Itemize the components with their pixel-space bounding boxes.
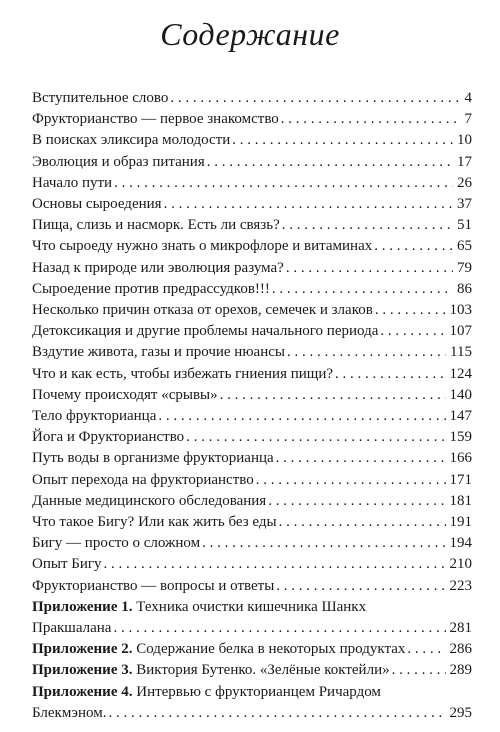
appendix-prefix: Приложение 3. [32,662,133,679]
leader-dots [186,427,445,448]
leader-dots [374,236,453,257]
leader-dots [279,512,446,533]
leader-dots [392,660,446,681]
leader-dots [207,152,453,173]
leader-dots [281,109,461,130]
toc-entry-page: 281 [449,620,472,637]
toc-entry[interactable] [32,109,472,130]
leader-dots [268,491,445,512]
leader-dots [158,406,445,427]
toc-entry-label: Данные медицинского обследования [32,492,267,509]
toc-appendix-entry[interactable] [32,639,472,660]
toc-entry-label: Что такое Бигу? Или как жить без еды [32,514,277,531]
toc-entry[interactable] [32,512,472,533]
toc-entry-label: Сыроедение против предрассудков!!! [32,280,270,297]
toc-entry[interactable] [32,258,472,279]
leader-dots [276,448,446,469]
toc-entry-label: Вздутие живота, газы и прочие нюансы [32,344,285,361]
toc-entry[interactable] [32,300,472,321]
toc-appendix-entry[interactable] [32,597,472,618]
page-title: Содержание [160,16,340,52]
leader-dots [276,576,445,597]
toc-entry-page: 171 [449,471,472,488]
toc-entry-page: 124 [449,365,472,382]
toc-entry-label: Интервью с фрукторианцем Ричардом [136,683,381,700]
toc-entry-label: Назад к природе или эволюция разума? [32,259,284,276]
leader-dots [104,554,446,575]
toc-entry-page: 286 [449,641,472,658]
toc-entry[interactable] [32,448,472,469]
toc-entry-page: 115 [450,344,472,361]
toc-entry-page: 17 [457,153,472,170]
toc-appendix-entry[interactable] [32,682,472,703]
leader-dots [335,364,445,385]
toc-entry-label: Виктория Бутенко. «Зелёные коктейли» [136,662,390,679]
toc-entry-label: Фрукторианство — вопросы и ответы [32,577,275,594]
toc-entry-label: Пракшалана [32,620,112,637]
toc-entry-label: Эволюция и образ питания [32,153,205,170]
toc-entry[interactable] [32,152,472,173]
leader-dots [113,618,445,639]
toc-entry-page: 140 [449,386,472,403]
toc-entry-label: Содержание белка в некоторых продуктах [136,641,406,658]
toc-entry[interactable] [32,427,472,448]
leader-dots [164,194,453,215]
toc-entry-page: 86 [457,280,472,297]
toc-entry[interactable] [32,236,472,257]
toc-entry-label: Йога и Фрукторианство [32,429,185,446]
toc-entry[interactable] [32,491,472,512]
toc-entry-label: Бигу — просто о сложном [32,535,201,552]
toc-entry-page: 159 [449,429,472,446]
toc-entry-page: 223 [449,577,472,594]
toc-entry[interactable] [32,364,472,385]
toc-entry-page: 181 [449,492,472,509]
leader-dots [170,88,460,109]
toc-entry-label: Опыт перехода на фрукторианство [32,471,254,488]
toc-entry-label: Техника очистки кишечника Шанкх [136,598,367,615]
leader-dots [375,300,446,321]
leader-dots [282,215,453,236]
toc-entry[interactable] [32,173,472,194]
toc-entry[interactable] [32,88,472,109]
toc-entry[interactable] [32,321,472,342]
leader-dots [407,639,445,660]
toc-entry[interactable] [32,470,472,491]
toc-entry[interactable] [32,194,472,215]
toc-entry-page: 79 [457,259,472,276]
leader-dots [272,279,453,300]
toc-entry-label: Путь воды в организме фрукторианца [32,450,274,467]
leader-dots [108,703,445,724]
toc-entry-page: 26 [457,174,472,191]
toc-entry-page: 147 [449,408,472,425]
toc-entry-label: Блекмэном. [32,704,107,721]
toc-appendix-entry-continuation[interactable] [32,618,472,639]
leader-dots [232,130,453,151]
toc-entry-label: Вступительное слово [32,90,169,106]
toc-entry-page: 295 [449,704,472,721]
leader-dots [287,342,446,363]
toc-entry-page: 51 [457,217,472,234]
toc-entry[interactable] [32,385,472,406]
toc-entry[interactable] [32,406,472,427]
toc-entry-page: 65 [457,238,472,255]
leader-dots [286,258,453,279]
toc-entry[interactable] [32,215,472,236]
leader-dots [256,470,446,491]
toc-entry-label: Фрукторианство — первое знакомство [32,111,279,128]
toc-appendix-entry-continuation[interactable] [32,703,472,724]
toc-entry-page: 210 [449,556,472,573]
toc-entry-page: 191 [449,514,472,531]
toc-entry[interactable] [32,533,472,554]
toc-entry-page: 4 [464,90,472,106]
toc-entry-page: 103 [449,302,472,319]
toc-entry-page: 107 [449,323,472,340]
toc-entry-page: 10 [457,132,472,149]
leader-dots [202,533,445,554]
toc-entry-label: Что сыроеду нужно знать о микрофлоре и витаминах [32,238,373,255]
toc-entry-page: 7 [464,111,472,128]
toc-entry-label: Основы сыроедения [32,196,162,213]
toc-entry-page: 166 [449,450,472,467]
toc-appendix-entry[interactable] [32,660,472,681]
toc-entry-page: 37 [457,196,472,213]
toc-entry-page: 289 [449,662,472,679]
toc-entry[interactable] [32,576,472,597]
table-of-contents [32,88,472,724]
toc-entry-label: Несколько причин отказа от орехов, семечек и злаков [32,302,373,319]
toc-entry[interactable] [32,130,472,151]
toc-entry[interactable] [32,279,472,300]
toc-entry[interactable] [32,554,472,575]
toc-entry-page: 194 [449,535,472,552]
toc-entry-label: Опыт Бигу [32,556,102,573]
leader-dots [220,385,446,406]
toc-entry-label: Начало пути [32,174,113,191]
toc-entry[interactable] [32,342,472,363]
leader-dots [114,173,453,194]
toc-entry-label: Тело фрукторианца [32,408,157,425]
toc-entry-label: В поисках эликсира молодости [32,132,231,149]
leader-dots [380,321,445,342]
toc-entry-label: Пища, слизь и насморк. Есть ли связь? [32,217,280,234]
toc-entry-label: Детоксикация и другие проблемы начального периода [32,323,379,340]
appendix-prefix: Приложение 4. [32,683,133,700]
toc-entry-label: Почему происходят «срывы» [32,386,218,403]
toc-entry-label: Что и как есть, чтобы избежать гниения пищи? [32,365,334,382]
appendix-prefix: Приложение 2. [32,641,133,658]
appendix-prefix: Приложение 1. [32,598,133,615]
